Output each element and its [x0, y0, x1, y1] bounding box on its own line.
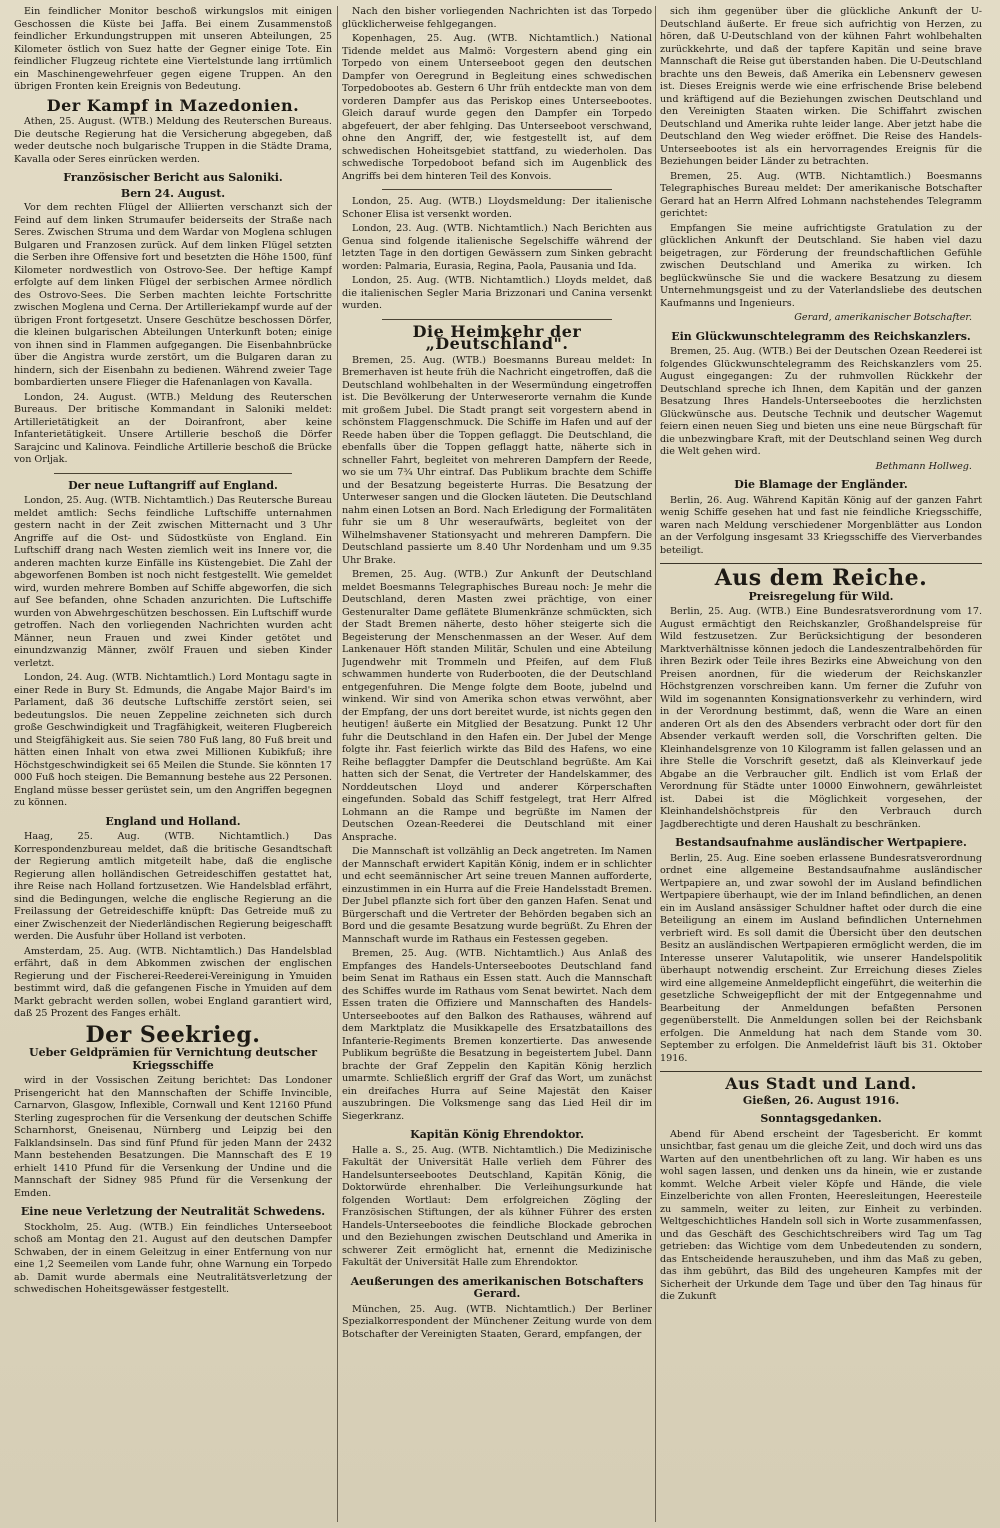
- article-text: London, 25. Aug. (WTB. Nichtamtlich.) Lloyds meldet, daß die italienischen Segler Maria Brizzonari und Canina versenkt wurden.: [342, 275, 652, 311]
- dateline: Bern 24. August.: [120, 186, 226, 200]
- subheadline: Der neue Luftangriff auf England.: [68, 478, 278, 492]
- signature: Gerard, amerikanischer Botschafter.: [794, 312, 972, 323]
- article-text: Halle a. S., 25. Aug. (WTB. Nichtamtlich.) Die Medizinische Fakultät der Universität Halle verlieh dem Führer des Handelsunterseebootes Deutschland, Kapitän König, die Doktorwürde ehrenhalber. Die Verleihungsurkunde hat folgenden Wortlaut: Dem erfolgreichen Zögling der Französischen Stiftungen, der als kühner Führer des ersten Handels-Unterseebootes die feindliche Blockade gebrochen und den Beziehungen zwischen Deutschland und Amerika in schwerer Zeit ermöglicht hat, ernennt die Medizinische Fakultät der Universität Halle zum Ehrendoktor.: [342, 1144, 652, 1268]
- article-text: Berlin, 25. Aug. (WTB.) Eine Bundesratsverordnung vom 17. August ermächtigt den Reichskanzler, Großhandelspreise für Wild festzusetzen. Zur Berücksichtigung der besonderen Marktverhältnisse können jedoch die Landeszentralbehörden für ihren Bezirk oder Teile ihres Bezirks eine Abweichung von den Preisen anordnen, für die wiederum der Reichskanzler Höchstgrenzen vorschreiben kann. Um ferner die Zufuhr von Wild im sogenannten Konsignationsverkehr zu verhindern, wird in der Verordnung bestimmt, daß, wenn die Ware an einen anderen Ort als den des Absenders verbracht oder dort für den Absender verkauft werden soll, die Vorschriften gelten. Die Kleinhandelsgrenze von 10 Kilogramm ist fallen gelassen und an ihre Stelle die Vorschrift gesetzt, daß als Kleinverkauf jede Abgabe an die Verbraucher gilt. Endlich ist vom Erlaß der Verordnung für Städte unter 10000 Einwohnern, gewährleistet ist. Dabei ist die Möglichkeit vorgesehen, der Kleinhandelshöchstpreis für den Verbrauch durch Jagdberechtigte und deren Haushalt zu beschränken.: [660, 606, 982, 830]
- section-headline: Aus dem Reiche.: [714, 565, 928, 591]
- article-text: Bremen, 25. Aug. (WTB.) Bei der Deutschen Ozean Reederei ist folgendes Glückwunschtelegramm des Reichskanzlers vom 25. August eingegangen: Zu der ruhmvollen Rückkehr der Deutschland spreche ich Ihnen, dem Kapitän und der ganzen Besatzung Ihres Handels-Unterseebootes die herzlichsten Glückwünsche aus. Deutsche Technik und deutscher Wagemut feiern einen neuen Sieg und bieten uns eine neue Bürgschaft für die unbezwingbare Kraft, mit der Deutschland seinen Weg durch die Welt gehen wird.: [660, 346, 982, 457]
- headline: Die Heimkehr der „Deutschland".: [412, 321, 582, 353]
- article-text: London, 24. Aug. (WTB. Nichtamtlich.) Lord Montagu sagte in einer Rede in Bury St. Edmunds, die Angabe Major Baird's im Parlament, daß 36 deutsche Luftschiffe zerstört seien, sei bedeutungslos. Die neuen Zeppeline zeichneten sich durch große Geschwindigkeit und Tragfähigkeit, weiteren Flugbereich und Steigfähigkeit aus. Sie seien 780 Fuß lang, 80 Fuß breit und hätten einen Inhalt von etwa zwei Millionen Kubikfuß; ihre Höchstgeschwindigkeit sei 65 Meilen die Stunde. Sie könnten 17 000 Fuß hoch steigen. Die Bemannung bestehe aus 22 Personen. England müsse besser gerüstet sein, um den Angriffen begegnen zu können.: [14, 672, 332, 808]
- article-text: Ein feindlicher Monitor beschoß wirkungslos mit einigen Geschossen die Küste bei Jaffa. Bei einem Zusammenstoß feindlicher Erkundungstruppen mit unseren Abteilungen, 25 Kilometer östlich von Suez hatte der Gegner einige Tote. Ein feindlicher Flugzeug richtete eine Viertelstunde lang irrtümlich ein Maschinengewehrfeuer gegen eigene Truppen. An den übrigen Fronten kein Ereignis von Bedeutung.: [14, 6, 332, 92]
- dateline: Gießen, 26. August 1916.: [742, 1093, 900, 1107]
- article-text: Bremen, 25. Aug. (WTB.) Zur Ankunft der Deutschland meldet Boesmanns Telegraphisches Bureau noch: Je mehr die Deutschland, deren Masten zwei prächtige, von einer Gestenuralter Dame geflätete Blumenkränze schmückten, sich der Stadt Bremen näherte, desto höher steigerte sich die Begeisterung der Menschenmassen an der Weser. Auf dem Lankenauer Höft standen Militär, Schulen und eine Abteilung Jugendwehr mit Trommeln und Pfeifen, auf dem Fluß schwammen hunderte von Ruderbooten, die der Deutschland entgegenfuhren. Die Menge folgte dem Boote, jubelnd und winkend. Wir sind von Amerika schon etwas verwöhnt, aber der Empfang, der uns dort bereitet wurde, ist nichts gegen den heutigen! äußerte ein Mitglied der Besatzung. Punkt 12 Uhr fuhr die Deutschland in den Hafen ein. Der Jubel der Menge folgte ihr. Fast feierlich wirkte das Bild des Hafens, wo eine Reihe beflaggter Dampfer die Deutschland begrüßte. Am Kai hatten sich der Senat, die Vertreter der Handelskammer, des Norddeutschen Lloyd und anderer Körperschaften eingefunden. Sobald das Schiff festgelegt, trat Herr Alfred Lohmann an die Rampe und begrüßte im Namen der Deutschen Ozean-Reederei die Deutschland mit einer Ansprache.: [342, 569, 652, 843]
- subheadline: Ein Glückwunschtelegramm des Reichskanzlers.: [671, 329, 971, 343]
- article-text: Athen, 25. August. (WTB.) Meldung des Reuterschen Bureaus. Die deutsche Regierung hat die Versicherung abgegeben, daß weder deutsche noch bulgarische Truppen in die Städte Drama, Kavalla oder Seres einrücken werden.: [14, 116, 332, 165]
- article-text: Empfangen Sie meine aufrichtigste Gratulation zu der glücklichen Ankunft der Deutschland. Sie haben viel dazu beigetragen, zur Förderung der freundschaftlichen Gefühle zwischen Deutschland und Amerika zu wirken. Ich beglückwünsche Sie und die wackere Besatzung zu diesem Unternehmungsgeist und zu der Vaterlandsliebe des deutschen Kaufmanns und Ingenieurs.: [660, 222, 982, 309]
- subheadline: Preisregelung für Wild.: [748, 589, 894, 603]
- subheadline: Französischer Bericht aus Saloniki.: [63, 171, 283, 184]
- column-rule: [655, 6, 656, 1522]
- divider: [660, 1071, 982, 1072]
- article-text: Bremen, 25. Aug. (WTB. Nichtamtlich.) Boesmanns Telegraphisches Bureau meldet: Der amerikanische Botschafter Gerard hat an Herrn Alfred Lohmann nachstehendes Telegramm gerichtet:: [660, 170, 982, 219]
- article-text: London, 24. August. (WTB.) Meldung des Reuterschen Bureaus. Der britische Kommandant in Saloniki meldet: Artillerietätigkeit an der Doiranfront, aber keine Infanterietätigkeit. Unsere Artillerie beschoß die Dörfer Sarajcinc und Kalinova. Feindliche Artillerie beschoß die Brücke von Orljak.: [14, 391, 332, 465]
- divider: [54, 473, 292, 474]
- section-headline: Aus Stadt und Land.: [725, 1074, 917, 1093]
- article-text: München, 25. Aug. (WTB. Nichtamtlich.) Der Berliner Spezialkorrespondent der Münchener Zeitung wurde von dem Botschafter der Vereinigten Staaten, Gerard, empfangen, der: [342, 1303, 652, 1340]
- article-text: sich ihm gegenüber über die glückliche Ankunft der U-Deutschland äußerte. Er freue sich aufrichtig von Herzen, zu hören, daß U-Deutschland von der kühnen Fahrt wohlbehalten zurückkehrte, und daß der tapfere Kapitän und seine brave Mannschaft die Reise gut überstanden haben. Die U-Deutschland brachte uns den Beweis, daß Amerika ein Lebensnerv gewesen ist. Dieses Ereignis werde wie eine erfrischende Brise belebend und kräftigend auf die Beziehungen zwischen Deutschland und den Vereinigten Staaten wirken. Die Schiffahrt zwischen Deutschland und Amerika ruhte leider lange. Aber jetzt habe die Deutschland den Weg wieder eröffnet. Die Reise des Handels-Unterseebootes ist als ein hervorragendes Ereignis für die Beziehungen beider Länder zu betrachten.: [660, 6, 982, 167]
- article-text: Kopenhagen, 25. Aug. (WTB. Nichtamtlich.) National Tidende meldet aus Malmö: Vorgestern abend ging ein Torpedo von einem Unterseeboot gegen den deutschen Dampfer von Oeregrund in Begleitung eines schwedischen Torpedobootes ab. Gestern 6 Uhr früh entdeckte man von dem vorderen Dampfer aus das Periskop eines Unterseebootes. Gleich darauf wurde gegen den Dampfer ein Torpedo abgefeuert, der aber fehlging. Das Unterseeboot verschwand, ohne den Angriff, der, wie festgestellt ist, auf dem schwedischen Hoheitsgebiet stattfand, zu wiederholen. Das schwedische Torpedoboot befand sich im Augenblick des Angriffs bei dem hinteren Teil des Konvois.: [342, 33, 652, 182]
- article-text: Bremen, 25. Aug. (WTB. Nichtamtlich.) Aus Anlaß des Empfanges des Handels-Unterseebootes Deutschland fand beim Senat im Rathaus ein Essen statt. Auch die Mannschaft des Schiffes wurde im Rathaus vom Senat bewirtet. Nach dem Essen traten die Offiziere und Mannschaften des Handels-Unterseebootes auf den Balkon des Rathauses, während auf dem Marktplatz die Musikkapelle des Ersatzbataillons des Infanterie-Regiments Bremen konzertierte. Das anwesende Publikum begrüßte die Besatzung in begeistertem Jubel. Dann brachte der Graf Zeppelin den Kapitän König herzlich umarmte. Schließlich ergriff der Graf das Wort, um zunächst ein dreifaches Hurra auf Seine Majestät den Kaiser auszubringen. Die Volksmenge sang das Lied Heil dir im Siegerkranz.: [342, 948, 652, 1122]
- signature: Bethmann Hollweg.: [875, 460, 972, 472]
- subheadline: Sonntagsgedanken.: [760, 1112, 882, 1125]
- section-headline: Der Seekrieg.: [85, 1021, 261, 1048]
- divider: [382, 319, 612, 320]
- subheadline: Aeußerungen des amerikanischen Botschafters Gerard.: [350, 1274, 644, 1300]
- subheadline: Die Blamage der Engländer.: [734, 478, 908, 491]
- article-text: London, 23. Aug. (WTB. Nichtamtlich.) Nach Berichten aus Genua sind folgende italienische Segelschiffe während der letzten Tage in den dortigen Gewässern zum Sinken gebracht worden: Palmaria, Eurasia, Regina, Paola, Pausania und Ida.: [342, 223, 652, 272]
- divider: [382, 189, 612, 190]
- article-text: Nach den bisher vorliegenden Nachrichten ist das Torpedo glücklicherweise fehlgegangen.: [342, 6, 652, 30]
- article-text: Berlin, 26. Aug. Während Kapitän König auf der ganzen Fahrt wenig Schiffe gesehen hat und fast nie feindliche Kriegsschiffe, waren nach Meldung verschiedener Morgenblätter aus London an der Verfolgung insgesamt 33 Kriegsschiffe des Vierverbandes beteiligt.: [660, 494, 982, 556]
- article-text: Abend für Abend erscheint der Tagesbericht. Er kommt unsichtbar, fast genau um die gleiche Zeit, und doch wird uns das Warten auf den unentbehrlichen oft zu lang. Wir haben es uns wohl sagen lassen, und denken uns da hinein, wie er zustande kommt. Welche Arbeit vieler Köpfe und Hände, die viele Einzelberichte von allen Fronten, Heeresleitungen, Heeresteile zu sammeln, weiter zu leiten, zur Einheit zu verbinden. Weltgeschichtliches Handeln soll sich in Worte zusammenfassen, und das Geschäft des Geschichtschreibers wird Tag um Tag getrieben: das Wichtige vom dem Unbedeutenden zu sondern, das Entscheidende herauszuheben, und ihm das Maß zu geben, das ihm gebührt, das Bild des ungeheuren Kampfes mit der Sicherheit der Urkunde dem Tage und über den Tag hinaus für die Zukunft: [660, 1128, 982, 1302]
- subheadline: Kapitän König Ehrendoktor.: [410, 1128, 584, 1141]
- subheadline: Ueber Geldprämien für Vernichtung deutscher Kriegsschiffe: [28, 1046, 318, 1072]
- article-text: wird in der Vossischen Zeitung berichtet: Das Londoner Prisengericht hat den Mannschaften der Schiffe Invincible, Carnarvon, Glasgow, Inflexible, Cornwall und Kent 12160 Pfund Sterling zugesprochen für die Versenkung der deutschen Schiffe Scharnhorst, Gneisenau, Nürnberg und Leipzig bei den Falklandsinseln. Das sind fünf Pfund für jeden Mann der 2432 Mann bestehenden Besatzungen. Die Mannschaft des E 19 erhielt 1410 Pfund für die Versenkung der Undine und die Mannschaft der Sidney 985 Pfund für die Versenkung der Emden.: [14, 1075, 332, 1199]
- article-text: Berlin, 25. Aug. Eine soeben erlassene Bundesratsverordnung ordnet eine allgemeine Bestandsaufnahme ausländischer Wertpapiere an, und zwar sowohl der im Ausland befindlichen Wertpapiere überhaupt, wie der im Inland befindlichen, an denen ein im Ausland ansässiger Schuldner haftet oder durch die eine Beteiligung an einem im Ausland befindlichen Unternehmen verbrieft wird. Es soll damit die Übersicht über den deutschen Besitz an ausländischen Wertpapieren ermöglicht werden, die im Interesse unserer Valutapolitik, wie unserer Handelspolitik überhaupt notwendig erscheint. Zur Erreichung dieses Zieles wird eine allgemeine Anmeldepflicht eingeführt, die weiterhin die gesetzliche Schweigepflicht der mit der Entgegennahme und Bearbeitung der Anmeldungen befaßten Personen gegenüberstellt. Die Anmeldungen sollen bei der Reichsbank erfolgen. Die Anmeldung hat nach dem Stande vom 30. September zu erfolgen. Die Anmeldefrist läuft bis 31. Oktober 1916.: [660, 852, 982, 1064]
- column-1: [14, 6, 332, 1522]
- article-text: Bremen, 25. Aug. (WTB.) Boesmanns Bureau meldet: In Bremerhaven ist heute früh die Nachricht eingetroffen, daß die Deutschland wohlbehalten in der Wesermündung eingetroffen ist. Die Bevölkerung der Unterweserorte vernahm die Kunde mit großem Jubel. Die Stadt prangt seit vorgestern abend in schönstem Flaggenschmuck. Die Schiffe im Hafen und auf der Reede haben über die Toppen geflaggt. Die Deutschland, die ebenfalls über die Toppen geflaggt hatte, näherte sich in schneller Fahrt, begleitet von mehreren Dampfern der Reede, wo sie um 7¾ Uhr eintraf. Das Publikum brachte dem Schiffe und der Besatzung begeisterte Hurras. Die Besatzung der Unterweser sangen und die Glocken läuteten. Die Deutschland nahm einen Lotsen an Bord. Nach Erledigung der Formalitäten fuhr sie um 8 Uhr weseraufwärts, begleitet von der Wilhelmshavener Stationsyacht und mehreren Dampfern. Die Deutschland passierte um 8.40 Uhr Nordenham und um 9.35 Uhr Brake.: [342, 354, 652, 566]
- column-rule: [337, 6, 338, 1522]
- article-text: London, 25. Aug. (WTB. Nichtamtlich.) Das Reutersche Bureau meldet amtlich: Sechs feindliche Luftschiffe unternahmen gestern nacht in der Zeit zwischen Mitternacht und 3 Uhr Angriffe auf die Ost- und Südostküste von England. Ein Luftschiff drang nach Westen ziemlich weit ins Innere vor, die anderen machten kurze Einfälle ins Küstengebiet. Die Zahl der abgeworfenen Bomben ist noch nicht festgestellt. Wie gemeldet wird, wurden mehrere Bomben auf Schiffe abgeworfen, die sich auf See befanden, ohne Schaden anzurichten. Die Luftschiffe wurden von Abwehrgeschützen beschossen. Ein Luftschiff wurde getroffen. Nach den vorliegenden Nachrichten wurden acht Männer, neun Frauen und zwei Kinder getötet und einundzwanzig Männer, zwölf Frauen und sieben Kinder verletzt.: [14, 495, 332, 669]
- article-text: Haag, 25. Aug. (WTB. Nichtamtlich.) Das Korrespondenzbureau meldet, daß die britische Gesandtschaft der Regierung amtlich mitgeteilt habe, daß die englische Regierung allen holländischen Getreideschiffen gestattet hat, ihre Reise nach Holland fortzusetzen. Wie Handelsblad erfährt, sind die Bedingungen, welche die englische Regierung an die Freilassung der Getreideschiffe knüpft: Das Getreide muß zu einer Zwischenzeit der Niederländischen Regierung beigeschafft werden. Die Ausfuhr über Holland ist verboten.: [14, 831, 332, 942]
- subheadline: England und Holland.: [105, 814, 241, 828]
- article-text: Amsterdam, 25. Aug. (WTB. Nichtamtlich.) Das Handelsblad erfährt, daß in dem Abkommen zwischen der englischen Regierung und der Fischerei-Reederei-Vereinigung in Ymuiden bestimmt wird, daß die gefangenen Fische in Ymuiden auf dem Markt gebracht werden sollen, wobei England garantiert wird, daß 25 Prozent des Fanges erhält.: [14, 945, 332, 1019]
- article-text: Die Mannschaft ist vollzählig an Deck angetreten. Im Namen der Mannschaft erwidert Kapitän König, indem er in schlichter und echt seemännischer Art seine treuen Mannen aufforderte, einzustimmen in ein Hurra auf die Freie Handelsstadt Bremen. Der Jubel pflanzte sich fort über den ganzen Hafen. Senat und Bürgerschaft und die Vertreter der Behörden begaben sich an Bord und die gesamte Besatzung wurde begrüßt. Zu Ehren der Mannschaft wurde im Rathaus ein Festessen gegeben.: [342, 846, 652, 945]
- divider: [660, 563, 982, 564]
- article-text: Stockholm, 25. Aug. (WTB.) Ein feindliches Unterseeboot schoß am Montag den 21. August auf den deutschen Dampfer Schwaben, der in einem Geleitzug in einer Entfernung von nur eine 1,2 Seemeilen vom Lande fuhr, ohne Warnung ein Torpedo ab. Damit wurde abermals eine Neutralitätsverletzung der schwedischen Hoheitsgewässer festgestellt.: [14, 1221, 332, 1295]
- subheadline: Bestandsaufnahme ausländischer Wertpapiere.: [675, 836, 967, 849]
- article-text: London, 25. Aug. (WTB.) Lloydsmeldung: Der italienische Schoner Elisa ist versenkt worden.: [342, 196, 652, 220]
- column-2: [342, 6, 652, 1522]
- article-text: Vor dem rechten Flügel der Alliierten verschanzt sich der Feind auf dem linken Strumaufer beiderseits der Straße nach Seres. Zwischen Struma und dem Wardar von Moglena schlugen Bulgaren und Franzosen zurück. Auf dem linken Flügel setzten die Serben ihre Offensive fort und besetzten die Höhe 1500, fünf Kilometer nordwestlich von Ostrovo-See. Der heftige Kampf erfolgte auf dem linken Flügel der serbischen Armee nördlich des Ostrovo-Sees. Die Serben machten leichte Fortschritte zwischen Moglena und Cerna. Der Artilleriekampf wurde auf der übrigen Front fortgesetzt. Unsere Geschütze beschossen Dörfer, die kleinen bulgarischen Abteilungen Unterkunft boten; einige von ihnen sind in Flammen aufgegangen. Die Eisenbahnbrücke über die Angistra wurde zerstört, um die Bulgaren daran zu hindern, sich der Eisenbahn zu bedienen. Während zweier Tage bombardierten unsere Flieger die Hafenanlagen von Kavalla.: [14, 202, 332, 388]
- column-3: [660, 6, 982, 1522]
- headline: Der Kampf in Mazedonien.: [46, 95, 300, 115]
- subheadline: Eine neue Verletzung der Neutralität Schwedens.: [20, 1205, 326, 1218]
